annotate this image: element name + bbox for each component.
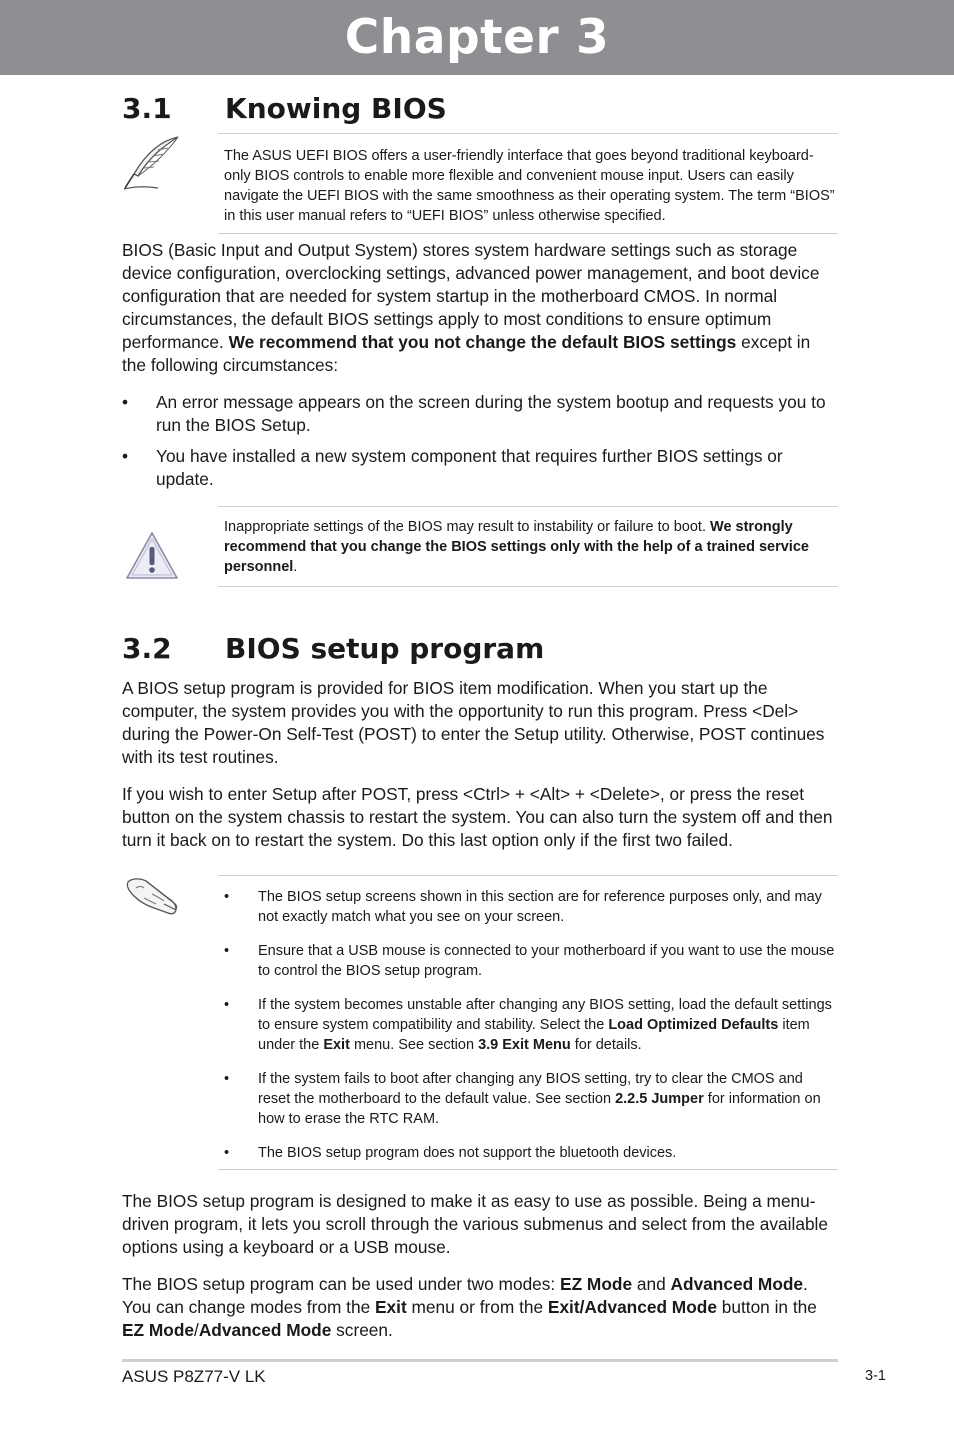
list-item: [122, 391, 838, 437]
caution-text: [218, 517, 838, 577]
setup-paragraph-1: A BIOS setup program is provided for BIOS item modification. When you start up the computer, the system provides you with the opportunity to run this program. Press <Del> during the Power-On Self-Test (POST) to enter the Setup utility. Otherwise, POST continues with its test routines.: [122, 678, 825, 767]
bullet: •: [224, 1071, 230, 1087]
text-segment: /: [194, 1320, 199, 1340]
caution-bold: We strongly recommend that you change the BIOS settings only with the help of a trained service personnel: [224, 519, 809, 575]
bullet: •: [122, 446, 129, 466]
exit-advanced-mode-label: Exit/Advanced Mode: [547, 1297, 717, 1317]
text-segment: and: [636, 1274, 666, 1294]
section-number: 3.2: [122, 632, 172, 665]
text-segment: button in the: [721, 1297, 817, 1317]
chapter-title: Chapter 3: [344, 10, 610, 65]
bullet: •: [224, 943, 230, 959]
setup-paragraph-3: The BIOS setup program is designed to make it as easy to use as possible. Being a menu-driven program, it lets you scroll through the various submenus and select from the available options using a keyboard or a USB mouse.: [122, 1191, 829, 1257]
circumstance-list: [122, 391, 838, 499]
note-text-segment: If the system fails to boot after changing any BIOS setting, try to clear the CMOS and reset the motherboard to the default value. See section: [258, 1071, 803, 1107]
section-title: BIOS setup program: [225, 632, 545, 665]
list-item-text: You have installed a new system component that requires further BIOS settings or update.: [156, 446, 783, 489]
list-item: [218, 1143, 838, 1163]
ez-mode-label: EZ Mode: [122, 1320, 195, 1340]
notes-box: [218, 875, 838, 1170]
text-segment: screen.: [336, 1320, 393, 1340]
note-text-segment: for details.: [574, 1037, 642, 1053]
footer-product-name: ASUS P8Z77-V LK: [122, 1367, 266, 1386]
list-item: [218, 1069, 838, 1129]
exit-menu-label: Exit: [323, 1037, 350, 1053]
warning-triangle-icon: [124, 530, 180, 587]
exit-menu-label: Exit: [375, 1297, 407, 1317]
setup-paragraph-2: If you wish to enter Setup after POST, press <Ctrl> + <Alt> + <Delete>, or press the reset button on the system chassis to restart the system. You can also turn the system off and then turn it back on to restart the system. Do this last option only if the first two failed.: [122, 784, 833, 850]
note-item-text: The BIOS setup screens shown in this section are for reference purposes only, and may not exactly match what you see on your screen.: [258, 889, 822, 925]
intro-text: BIOS (Basic Input and Output System) stores system hardware settings such as storage device configuration, overclocking settings, advanced power management, and boot device configuration that are needed for system startup in the motherboard CMOS. In normal circumstances, the default BIOS settings apply to most conditions to ensure optimum performance.: [122, 240, 820, 352]
note-text: The ASUS UEFI BIOS offers a user-friendly interface that goes beyond traditional keyboard-only BIOS controls to enable more flexible and convenient mouse input. Users can easily navigate the UEFI BIOS with the same smoothness as their operating system. The term “BIOS” in this user manual refers to “UEFI BIOS” unless otherwise specified.: [224, 148, 835, 224]
footer-rule: [122, 1359, 838, 1362]
pointing-hand-icon: [124, 874, 182, 923]
caution-box: [218, 506, 838, 587]
section-heading-3-1: [122, 92, 447, 125]
note-item-text: Ensure that a USB mouse is connected to your motherboard if you want to use the mouse to control the BIOS setup program.: [258, 943, 835, 979]
section-reference: 2.2.5 Jumper: [615, 1091, 704, 1107]
note-box: [218, 133, 838, 234]
section-reference: 3.9 Exit Menu: [478, 1037, 571, 1053]
text-segment: . You can change modes from the: [122, 1274, 808, 1317]
advanced-mode-label: Advanced Mode: [670, 1274, 804, 1294]
setup-paragraph-4: [122, 1273, 838, 1342]
bullet: •: [122, 392, 129, 412]
note-text-segment: If the system becomes unstable after changing any BIOS setting, load the default settings to ensure system compatibility and stability. Select the: [258, 997, 832, 1033]
section-title: Knowing BIOS: [225, 92, 447, 125]
advanced-mode-label: Advanced Mode: [198, 1320, 332, 1340]
bullet: •: [224, 997, 230, 1013]
note-text-segment: for information on how to erase the RTC RAM.: [258, 1091, 821, 1127]
section-number: 3.1: [122, 92, 172, 125]
notes-list: [218, 887, 838, 1163]
note-text-segment: menu. See section: [353, 1037, 475, 1053]
caution-tail: .: [293, 559, 298, 575]
bullet: •: [224, 889, 230, 905]
intro-paragraph: [122, 239, 838, 377]
list-item: [218, 941, 838, 981]
intro-tail: except in the following circumstances:: [122, 332, 811, 375]
note-item-text: [258, 1071, 821, 1127]
intro-bold: We recommend that you not change the default BIOS settings: [228, 332, 737, 352]
note-item-text: The BIOS setup program does not support the bluetooth devices.: [258, 1145, 677, 1161]
list-item: [218, 887, 838, 927]
feather-pen-icon: [120, 134, 182, 197]
text-segment: menu or from the: [411, 1297, 544, 1317]
section-heading-3-2: [122, 632, 544, 665]
ez-mode-label: EZ Mode: [560, 1274, 633, 1294]
list-item: [218, 995, 838, 1055]
chapter-banner: [0, 0, 954, 75]
bullet: •: [224, 1145, 230, 1161]
page-number: 3-1: [865, 1368, 886, 1384]
list-item: [122, 445, 838, 491]
note-item-text: [258, 997, 832, 1053]
text-segment: The BIOS setup program can be used under two modes:: [122, 1274, 556, 1294]
load-optimized-defaults-label: Load Optimized Defaults: [608, 1017, 779, 1033]
note-text-segment: item under the: [258, 1017, 810, 1053]
caution-lead: Inappropriate settings of the BIOS may result to instability or failure to boot.: [224, 519, 706, 535]
list-item-text: An error message appears on the screen during the system bootup and requests you to run the BIOS Setup.: [156, 392, 826, 435]
